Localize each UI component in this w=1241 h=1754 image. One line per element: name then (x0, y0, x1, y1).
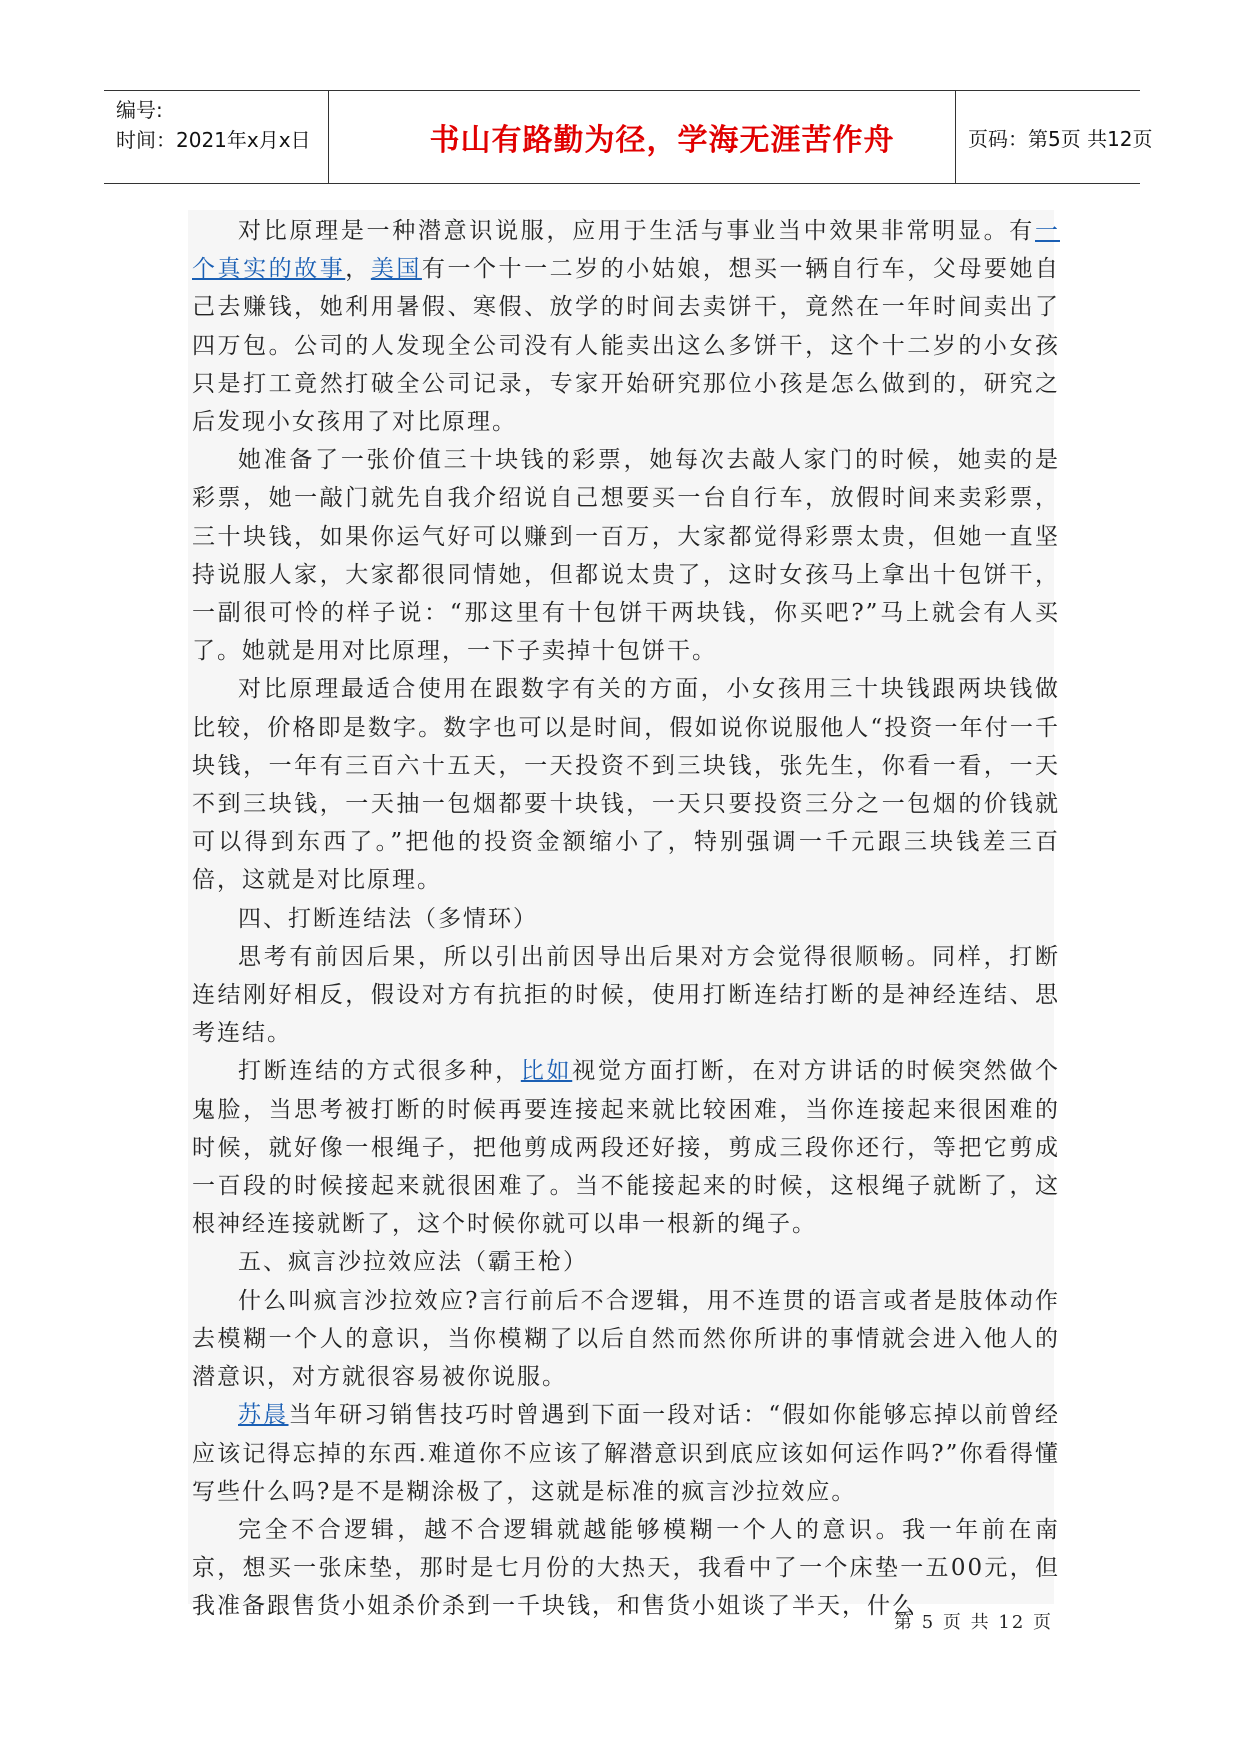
page-header (104, 90, 1153, 184)
paragraph-3: 对比原理最适合使用在跟数字有关的方面，小女孩用三十块钱跟两块钱做比较，价格即是数字。数字也可以是时间，假如说你说服他人“投资一年付一千块钱，一年有三百六十五天，一天投资不到三块钱，张先生，你看一看，一天不到三块钱，一天抽一包烟都要十块钱，一天只要投资三分之一包烟的价钱就可以得到东西了。”把他的投资金额缩小了，特别强调一千元跟三块钱差三百倍，这就是对比原理。 (192, 676, 1060, 894)
text-span: 打断连结的方式很多种， (238, 1058, 521, 1085)
paragraph-1 (192, 212, 1060, 441)
header-divider-left (328, 91, 329, 183)
paragraph-8: 什么叫疯言沙拉效应?言行前后不合逻辑，用不连贯的语言或者是肢体动作去模糊一个人的意识，当你模糊了以后自然而然你所讲的事情就会进入他人的潜意识，对方就很容易被你说服。 (192, 1287, 1060, 1391)
document-body (192, 212, 1060, 1626)
header-meta (116, 95, 356, 155)
text-span: 当年研习销售技巧时曾遇到下面一段对话：“假如你能够忘掉以前曾经应该记得忘掉的东西.难道你不应该了解潜意识到底应该如何运作吗?”你看得懂写些什么吗?是不是糊涂极了，这就是标准的疯言沙拉效应。 (192, 1402, 1060, 1505)
link-true-story[interactable]: 一个真实的故事 (192, 218, 1060, 283)
paragraph-5: 思考有前因后果，所以引出前因导出后果对方会觉得很顺畅。同样，打断连结刚好相反，假设对方有抗拒的时候，使用打断连结打断的是神经连结、思考连结。 (192, 943, 1060, 1047)
header-motto: 书山有路勤为径，学海无涯苦作舟 (429, 123, 895, 158)
text-span: ， (345, 256, 371, 283)
page-footer: 第 5 页 共 12 页 (894, 1612, 1053, 1633)
time-label: 时间：2021年x月x日 (116, 128, 311, 152)
serial-label: 编号: (116, 98, 163, 122)
paragraph-6 (192, 1052, 1060, 1243)
text-span: 视觉方面打断，在对方讲话的时候突然做个鬼脸，当思考被打断的时候再要连接起来就比较困难，当你连接起来很困难的时候，就好像一根绳子，把他剪成两段还好接，剪成三段你还行，等把它剪成一百段的时候接起来就很困难了。当不能接起来的时候，这根绳子就断了，这根神经连接就断了，这个时候你就可以串一根新的绳子。 (192, 1058, 1061, 1238)
header-divider-right (955, 91, 956, 183)
link-for-example[interactable]: 比如 (520, 1058, 573, 1085)
text-span: 对比原理是一种潜意识说服，应用于生活与事业当中效果非常明显。有 (238, 218, 1035, 244)
link-su-chen[interactable]: 苏晨 (238, 1402, 289, 1429)
section-heading-4: 四、打断连结法（多情环） (238, 905, 538, 932)
header-page-number: 页码：第5页 共12页 (968, 126, 1153, 151)
paragraph-10: 完全不合逻辑，越不合逻辑就越能够模糊一个人的意识。我一年前在南京，想买一张床垫，那时是七月份的大热天，我看中了一个床垫一五00元，但我准备跟售货小姐杀价杀到一千块钱，和售货小姐谈了半天，什么 (192, 1516, 1060, 1620)
link-usa[interactable]: 美国 (370, 256, 422, 283)
paragraph-9 (192, 1396, 1060, 1511)
section-heading-5: 五、疯言沙拉效应法（霸王枪） (238, 1249, 588, 1276)
text-span: 有一个十一二岁的小姑娘，想买一辆自行车，父母要她自己去赚钱，她利用暑假、寒假、放学的时间去卖饼干，竟然在一年时间卖出了四万包。公司的人发现全公司没有人能卖出这么多饼干，这个十二岁的小女孩只是打工竟然打破全公司记录，专家开始研究那位小孩是怎么做到的，研究之后发现小女孩用了对比原理。 (192, 256, 1061, 436)
paragraph-2: 她准备了一张价值三十块钱的彩票，她每次去敲人家门的时候，她卖的是彩票，她一敲门就先自我介绍说自己想要买一台自行车，放假时间来卖彩票，三十块钱，如果你运气好可以赚到一百万，大家都觉得彩票太贵，但她一直坚持说服人家，大家都很同情她，但都说太贵了，这时女孩马上拿出十包饼干，一副很可怜的样子说：“那这里有十包饼干两块钱，你买吧?”马上就会有人买了。她就是用对比原理，一下子卖掉十包饼干。 (192, 447, 1060, 665)
